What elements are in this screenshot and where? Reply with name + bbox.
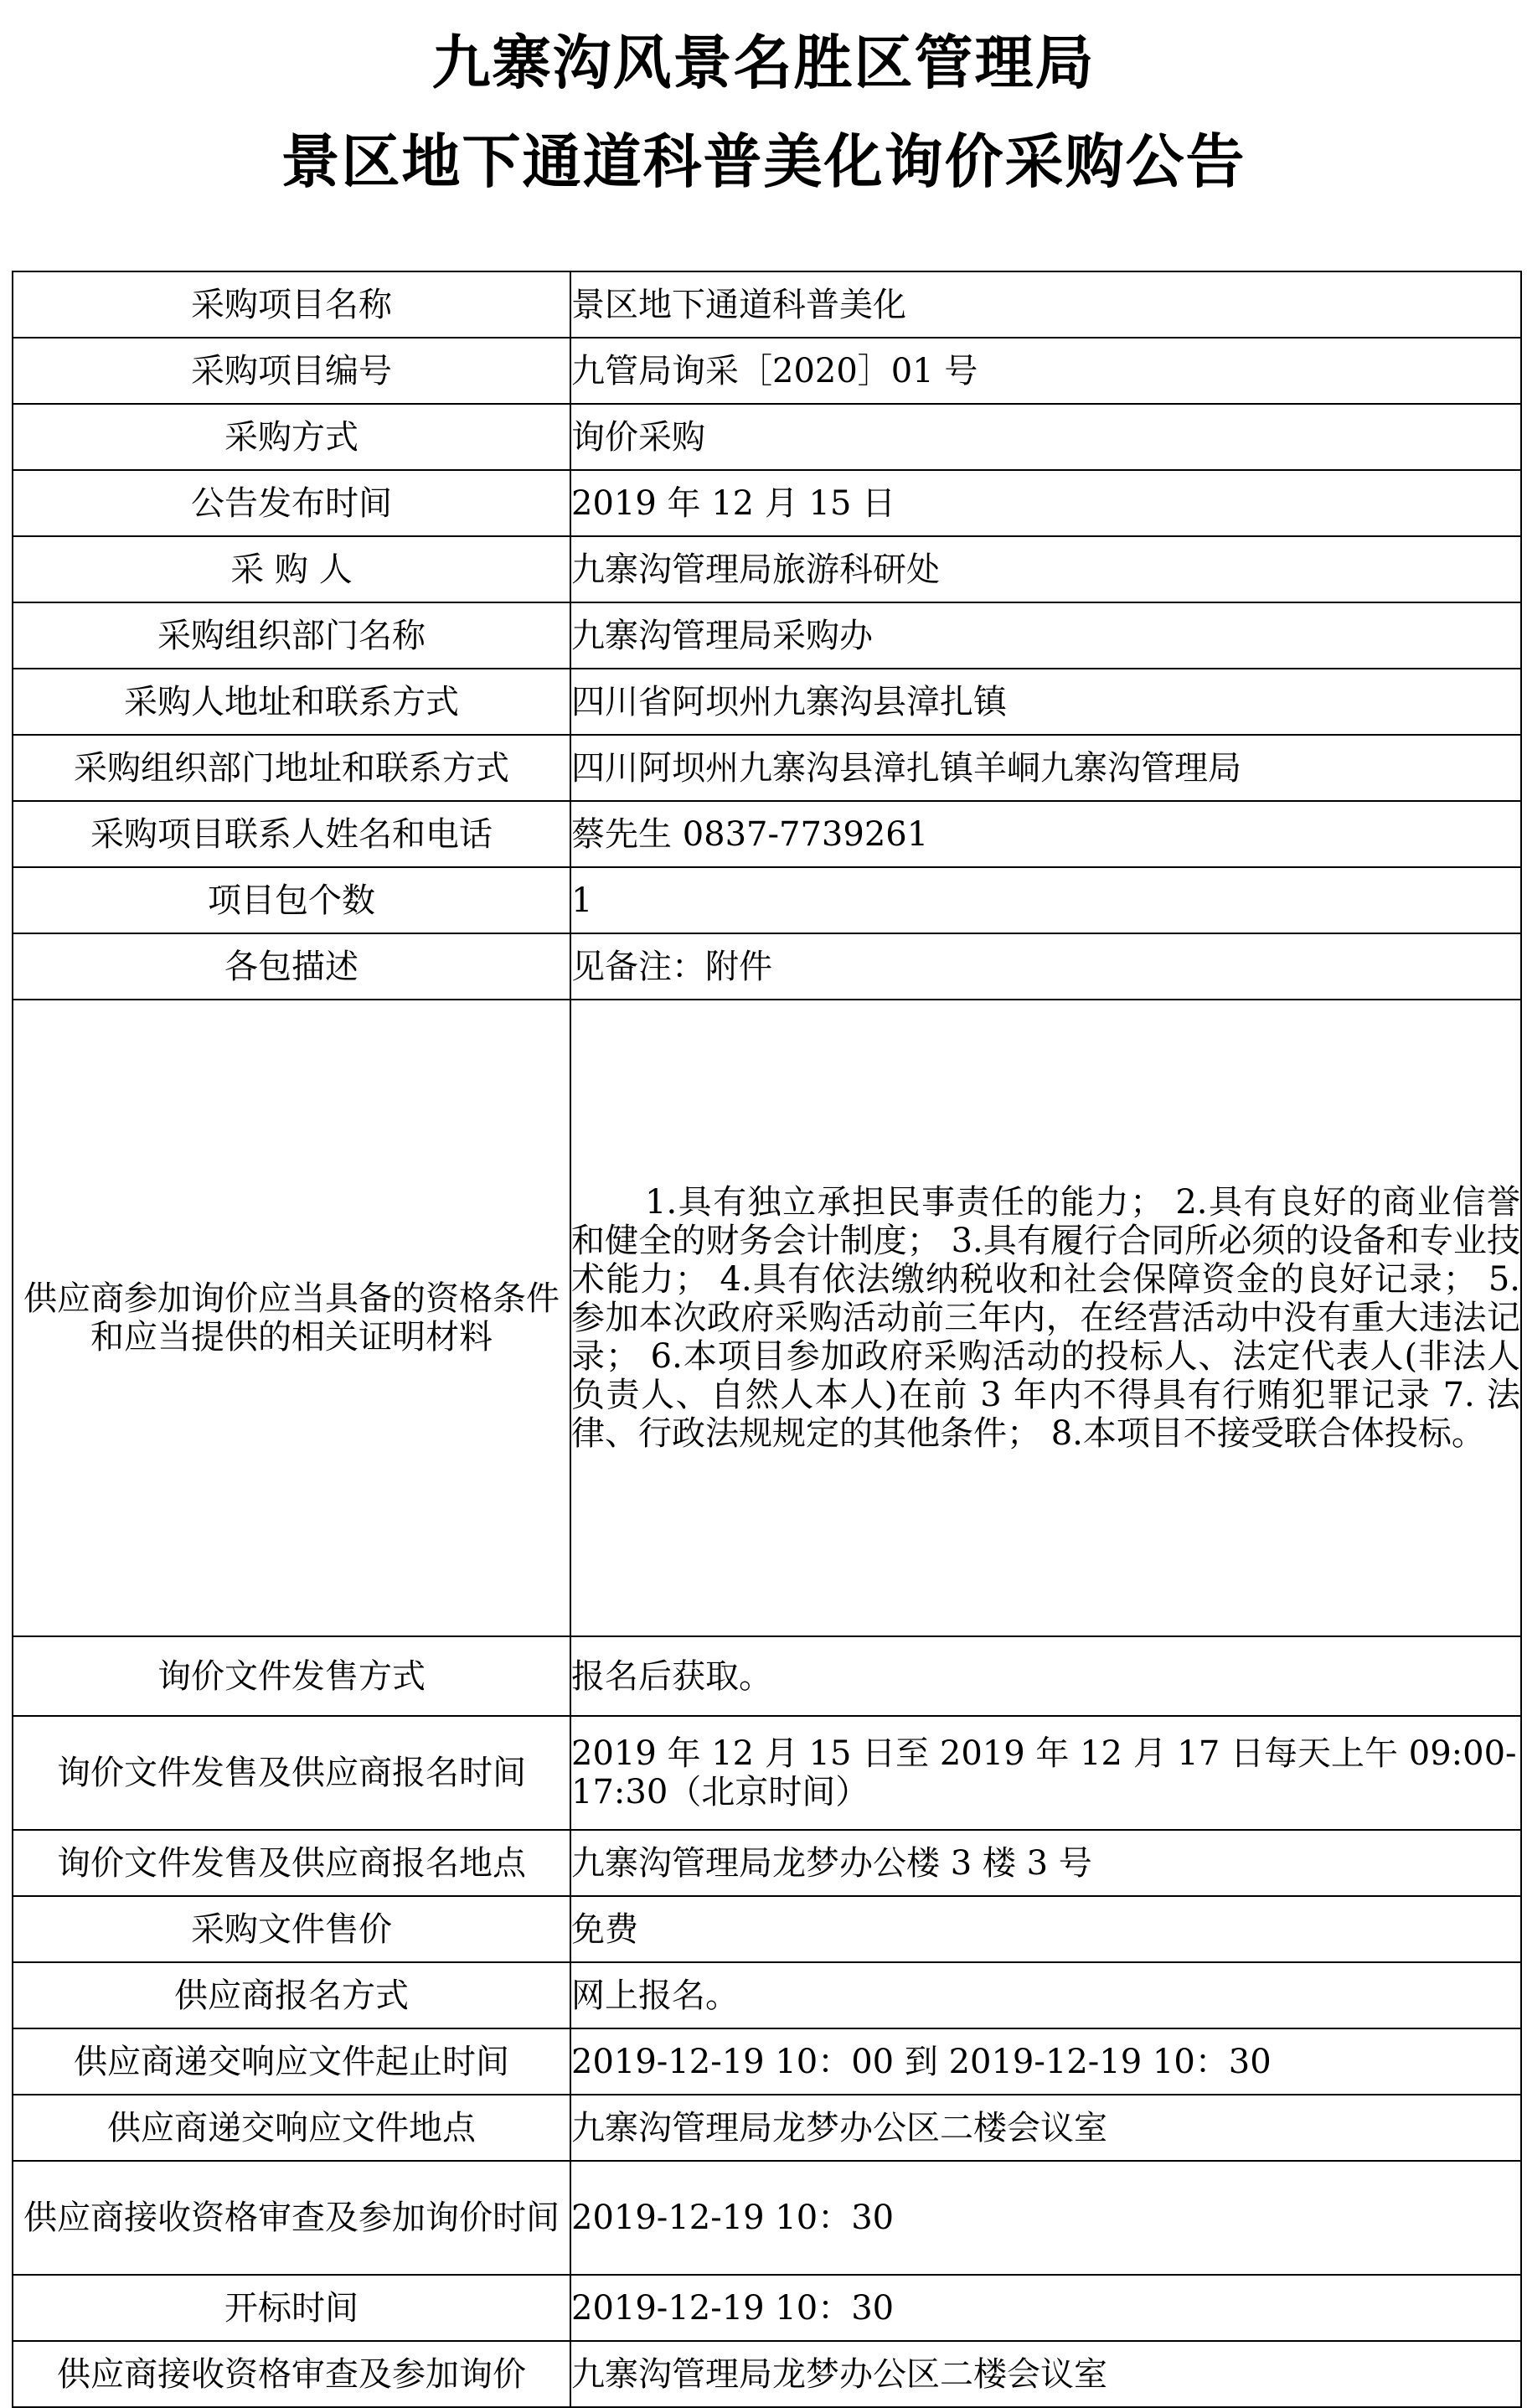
row-value: 九管局询采［2020］01 号 bbox=[570, 338, 1521, 404]
row-label: 供应商递交响应文件起止时间 bbox=[13, 2028, 570, 2095]
row-value: 2019-12-19 10：30 bbox=[570, 2275, 1521, 2341]
title-line-2: 景区地下通道科普美化询价采购公告 bbox=[281, 127, 1246, 196]
table-row bbox=[13, 2275, 1521, 2341]
row-label: 询价文件发售及供应商报名地点 bbox=[13, 1830, 570, 1896]
table-row bbox=[13, 1000, 1521, 1636]
row-label: 供应商接收资格审查及参加询价 bbox=[13, 2341, 570, 2407]
row-value: 1 bbox=[570, 867, 1521, 933]
row-label: 采购项目编号 bbox=[13, 338, 570, 404]
row-label: 供应商递交响应文件地点 bbox=[13, 2095, 570, 2161]
table-row bbox=[13, 735, 1521, 801]
row-label: 采购文件售价 bbox=[13, 1896, 570, 1962]
table-row bbox=[13, 1716, 1521, 1830]
row-label: 开标时间 bbox=[13, 2275, 570, 2341]
row-label: 供应商报名方式 bbox=[13, 1962, 570, 2028]
row-label: 采购方式 bbox=[13, 404, 570, 470]
row-label: 供应商接收资格审查及参加询价时间 bbox=[13, 2161, 570, 2275]
table-row bbox=[13, 271, 1521, 338]
row-label: 采购组织部门名称 bbox=[13, 602, 570, 669]
row-value: 九寨沟管理局龙梦办公楼 3 楼 3 号 bbox=[570, 1830, 1521, 1896]
row-value: 网上报名。 bbox=[570, 1962, 1521, 2028]
row-value: 九寨沟管理局龙梦办公区二楼会议室 bbox=[570, 2095, 1521, 2161]
row-value: 2019 年 12 月 15 日至 2019 年 12 月 17 日每天上午 09:00-17:30（北京时间） bbox=[570, 1716, 1521, 1830]
table-row bbox=[13, 2161, 1521, 2275]
table-row bbox=[13, 2341, 1521, 2407]
row-value-qualifications bbox=[570, 1000, 1521, 1636]
table-row bbox=[13, 669, 1521, 735]
table-row bbox=[13, 801, 1521, 867]
table-row bbox=[13, 1830, 1521, 1896]
procurement-info-table bbox=[12, 271, 1522, 2408]
row-value: 2019-12-19 10：00 到 2019-12-19 10：30 bbox=[570, 2028, 1521, 2095]
row-value: 九寨沟管理局龙梦办公区二楼会议室 bbox=[570, 2341, 1521, 2407]
row-label: 采购人地址和联系方式 bbox=[13, 669, 570, 735]
table-row bbox=[13, 867, 1521, 933]
row-label: 项目包个数 bbox=[13, 867, 570, 933]
table-row bbox=[13, 1962, 1521, 2028]
row-value: 询价采购 bbox=[570, 404, 1521, 470]
row-value: 四川阿坝州九寨沟县漳扎镇羊峒九寨沟管理局 bbox=[570, 735, 1521, 801]
row-label: 采购项目名称 bbox=[13, 271, 570, 338]
row-label: 供应商参加询价应当具备的资格条件和应当提供的相关证明材料 bbox=[13, 1000, 570, 1636]
row-label: 采购组织部门地址和联系方式 bbox=[13, 735, 570, 801]
row-label: 采购项目联系人姓名和电话 bbox=[13, 801, 570, 867]
table-row bbox=[13, 2095, 1521, 2161]
row-value: 报名后获取。 bbox=[570, 1636, 1521, 1716]
row-label: 询价文件发售及供应商报名时间 bbox=[13, 1716, 570, 1830]
row-value: 蔡先生 0837-7739261 bbox=[570, 801, 1521, 867]
table-row bbox=[13, 470, 1521, 536]
table-row bbox=[13, 536, 1521, 602]
row-label: 各包描述 bbox=[13, 933, 570, 1000]
table-row bbox=[13, 933, 1521, 1000]
row-value: 四川省阿坝州九寨沟县漳扎镇 bbox=[570, 669, 1521, 735]
title-line-1: 九寨沟风景名胜区管理局 bbox=[431, 28, 1096, 97]
row-value: 九寨沟管理局采购办 bbox=[570, 602, 1521, 669]
table-row bbox=[13, 602, 1521, 669]
table-row bbox=[13, 338, 1521, 404]
table-row bbox=[13, 2028, 1521, 2095]
row-value: 2019-12-19 10：30 bbox=[570, 2161, 1521, 2275]
table-row bbox=[13, 1636, 1521, 1716]
row-value: 见备注：附件 bbox=[570, 933, 1521, 1000]
table-row bbox=[13, 1896, 1521, 1962]
row-label: 采 购 人 bbox=[13, 536, 570, 602]
row-value: 景区地下通道科普美化 bbox=[570, 271, 1521, 338]
row-value: 免费 bbox=[570, 1896, 1521, 1962]
row-value: 九寨沟管理局旅游科研处 bbox=[570, 536, 1521, 602]
row-value: 2019 年 12 月 15 日 bbox=[570, 470, 1521, 536]
row-label: 询价文件发售方式 bbox=[13, 1636, 570, 1716]
row-label: 公告发布时间 bbox=[13, 470, 570, 536]
qualifications-text: 1.具有独立承担民事责任的能力； 2.具有良好的商业信誉和健全的财务会计制度； 3.具有履行合同所必须的设备和专业技术能力； 4.具有依法缴纳税收和社会保障资金的良好记录； 5.参加本次政府采购活动前三年内，在经营活动中没有重大违法记录； 6.本项目参加政府采购活动的投标人、法定代表人(非法人负责人、自然人本人)在前 3 年内不得具有行贿犯罪记录 7. 法律、行政法规规定的其他条件； 8.本项目不接受联合体投标。 bbox=[571, 1183, 1520, 1453]
table-row bbox=[13, 404, 1521, 470]
